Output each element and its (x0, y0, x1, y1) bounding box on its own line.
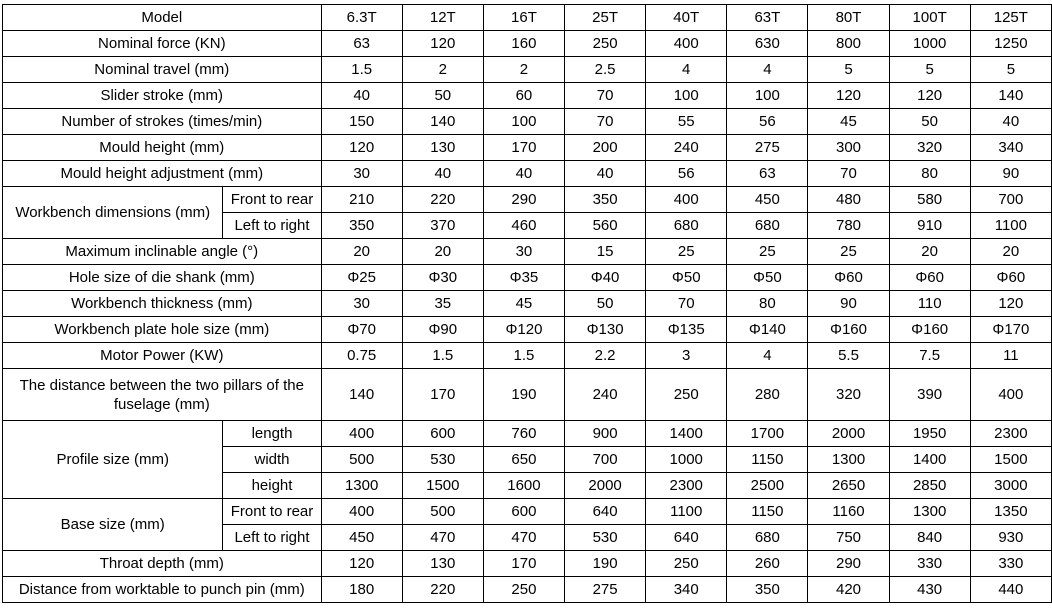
value-cell: Φ40 (565, 265, 646, 291)
row-label: Throat depth (mm) (3, 551, 322, 577)
value-cell: 2300 (970, 421, 1051, 447)
value-cell: 2000 (565, 473, 646, 499)
value-cell: 680 (727, 525, 808, 551)
value-cell: 4 (727, 343, 808, 369)
row-sublabel: height (223, 473, 321, 499)
row-label: Hole size of die shank (mm) (3, 265, 322, 291)
value-cell: Φ60 (808, 265, 889, 291)
value-cell: 5 (808, 57, 889, 83)
header-model-cell: 16T (483, 5, 564, 31)
value-cell: 400 (646, 187, 727, 213)
value-cell: 120 (808, 83, 889, 109)
value-cell: 2 (483, 57, 564, 83)
row-label: Profile size (mm) (3, 421, 223, 499)
value-cell: 1500 (970, 447, 1051, 473)
value-cell: 350 (321, 213, 402, 239)
header-model-cell: 40T (646, 5, 727, 31)
value-cell: 275 (565, 577, 646, 603)
header-model-cell: 125T (970, 5, 1051, 31)
value-cell: Φ50 (646, 265, 727, 291)
value-cell: Φ35 (483, 265, 564, 291)
spec-table (2, 4, 1052, 603)
table-row (3, 109, 1052, 135)
value-cell: 3 (646, 343, 727, 369)
value-cell: 2500 (727, 473, 808, 499)
value-cell: 7.5 (889, 343, 970, 369)
value-cell: 680 (727, 213, 808, 239)
value-cell: 80 (889, 161, 970, 187)
value-cell: 220 (402, 187, 483, 213)
value-cell: 120 (889, 83, 970, 109)
value-cell: 400 (646, 31, 727, 57)
value-cell: 1300 (321, 473, 402, 499)
value-cell: 200 (565, 135, 646, 161)
value-cell: 5.5 (808, 343, 889, 369)
value-cell: 450 (727, 187, 808, 213)
row-sublabel: width (223, 447, 321, 473)
value-cell: Φ50 (727, 265, 808, 291)
value-cell: 45 (808, 109, 889, 135)
value-cell: 40 (402, 161, 483, 187)
value-cell: 15 (565, 239, 646, 265)
table-row (3, 343, 1052, 369)
value-cell: 30 (483, 239, 564, 265)
value-cell: 100 (727, 83, 808, 109)
value-cell: 90 (808, 291, 889, 317)
table-row (3, 135, 1052, 161)
value-cell: Φ120 (483, 317, 564, 343)
row-label: Maximum inclinable angle (°) (3, 239, 322, 265)
value-cell: 350 (727, 577, 808, 603)
value-cell: 20 (970, 239, 1051, 265)
value-cell: 45 (483, 291, 564, 317)
table-row (3, 265, 1052, 291)
value-cell: Φ140 (727, 317, 808, 343)
value-cell: 5 (889, 57, 970, 83)
value-cell: 1950 (889, 421, 970, 447)
value-cell: 63 (727, 161, 808, 187)
row-sublabel: Left to right (223, 525, 321, 551)
value-cell: 130 (402, 135, 483, 161)
value-cell: Φ30 (402, 265, 483, 291)
row-label: Distance from worktable to punch pin (mm) (3, 577, 322, 603)
value-cell: 1150 (727, 499, 808, 525)
value-cell: 650 (483, 447, 564, 473)
table-row (3, 161, 1052, 187)
value-cell: 40 (483, 161, 564, 187)
value-cell: 63 (321, 31, 402, 57)
value-cell: 40 (565, 161, 646, 187)
value-cell: Φ135 (646, 317, 727, 343)
value-cell: 780 (808, 213, 889, 239)
header-model-cell: 100T (889, 5, 970, 31)
row-label: Nominal force (KN) (3, 31, 322, 57)
value-cell: 1.5 (483, 343, 564, 369)
value-cell: 560 (565, 213, 646, 239)
value-cell: 20 (402, 239, 483, 265)
row-label: Mould height (mm) (3, 135, 322, 161)
value-cell: 120 (970, 291, 1051, 317)
row-label: Number of strokes (times/min) (3, 109, 322, 135)
value-cell: 2850 (889, 473, 970, 499)
row-label: Workbench dimensions (mm) (3, 187, 223, 239)
header-model-label: Model (3, 5, 322, 31)
value-cell: 530 (565, 525, 646, 551)
value-cell: 1350 (970, 499, 1051, 525)
value-cell: 2.2 (565, 343, 646, 369)
value-cell: 910 (889, 213, 970, 239)
value-cell: 50 (565, 291, 646, 317)
value-cell: 290 (808, 551, 889, 577)
table-row (3, 187, 1052, 213)
value-cell: 340 (970, 135, 1051, 161)
value-cell: Φ130 (565, 317, 646, 343)
value-cell: Φ90 (402, 317, 483, 343)
value-cell: 180 (321, 577, 402, 603)
value-cell: 190 (565, 551, 646, 577)
table-row (3, 369, 1052, 421)
value-cell: 370 (402, 213, 483, 239)
value-cell: 930 (970, 525, 1051, 551)
value-cell: 480 (808, 187, 889, 213)
value-cell: 2000 (808, 421, 889, 447)
value-cell: 1700 (727, 421, 808, 447)
value-cell: 440 (970, 577, 1051, 603)
value-cell: Φ160 (808, 317, 889, 343)
table-row (3, 57, 1052, 83)
row-label: Motor Power (KW) (3, 343, 322, 369)
value-cell: 160 (483, 31, 564, 57)
value-cell: 120 (321, 551, 402, 577)
value-cell: 330 (970, 551, 1051, 577)
header-model-cell: 80T (808, 5, 889, 31)
value-cell: 50 (889, 109, 970, 135)
value-cell: 2650 (808, 473, 889, 499)
table-row (3, 551, 1052, 577)
value-cell: 4 (646, 57, 727, 83)
value-cell: 240 (646, 135, 727, 161)
value-cell: 640 (565, 499, 646, 525)
header-model-cell: 6.3T (321, 5, 402, 31)
value-cell: 20 (889, 239, 970, 265)
row-sublabel: Left to right (223, 213, 321, 239)
value-cell: 450 (321, 525, 402, 551)
value-cell: 400 (321, 499, 402, 525)
value-cell: Φ70 (321, 317, 402, 343)
value-cell: 1160 (808, 499, 889, 525)
value-cell: 580 (889, 187, 970, 213)
value-cell: 40 (321, 83, 402, 109)
value-cell: 20 (321, 239, 402, 265)
value-cell: Φ160 (889, 317, 970, 343)
value-cell: 700 (565, 447, 646, 473)
value-cell: 260 (727, 551, 808, 577)
value-cell: 120 (321, 135, 402, 161)
value-cell: 70 (565, 109, 646, 135)
value-cell: 530 (402, 447, 483, 473)
value-cell: 2 (402, 57, 483, 83)
value-cell: Φ60 (889, 265, 970, 291)
value-cell: 11 (970, 343, 1051, 369)
value-cell: 680 (646, 213, 727, 239)
value-cell: 250 (646, 551, 727, 577)
row-sublabel: Front to rear (223, 499, 321, 525)
value-cell: 600 (402, 421, 483, 447)
value-cell: 750 (808, 525, 889, 551)
value-cell: 1000 (889, 31, 970, 57)
value-cell: 25 (808, 239, 889, 265)
value-cell: 240 (565, 369, 646, 421)
value-cell: 1300 (889, 499, 970, 525)
row-label: Workbench thickness (mm) (3, 291, 322, 317)
value-cell: 280 (727, 369, 808, 421)
value-cell: 90 (970, 161, 1051, 187)
value-cell: 35 (402, 291, 483, 317)
value-cell: 56 (646, 161, 727, 187)
value-cell: 140 (402, 109, 483, 135)
value-cell: 30 (321, 161, 402, 187)
value-cell: 840 (889, 525, 970, 551)
value-cell: 500 (321, 447, 402, 473)
row-label: The distance between the two pillars of the fuselage (mm) (3, 369, 322, 421)
value-cell: 140 (321, 369, 402, 421)
table-row (3, 421, 1052, 447)
value-cell: 70 (646, 291, 727, 317)
value-cell: 25 (646, 239, 727, 265)
row-label: Mould height adjustment (mm) (3, 161, 322, 187)
value-cell: 70 (808, 161, 889, 187)
value-cell: 110 (889, 291, 970, 317)
value-cell: 70 (565, 83, 646, 109)
value-cell: 170 (483, 551, 564, 577)
value-cell: 500 (402, 499, 483, 525)
value-cell: 3000 (970, 473, 1051, 499)
row-sublabel: Front to rear (223, 187, 321, 213)
value-cell: Φ60 (970, 265, 1051, 291)
spec-table-body (3, 5, 1052, 603)
value-cell: 60 (483, 83, 564, 109)
value-cell: 2.5 (565, 57, 646, 83)
value-cell: 900 (565, 421, 646, 447)
value-cell: 470 (402, 525, 483, 551)
table-row (3, 31, 1052, 57)
value-cell: 100 (646, 83, 727, 109)
value-cell: 56 (727, 109, 808, 135)
value-cell: 4 (727, 57, 808, 83)
value-cell: 350 (565, 187, 646, 213)
row-label: Slider stroke (mm) (3, 83, 322, 109)
row-label: Base size (mm) (3, 499, 223, 551)
value-cell: 700 (970, 187, 1051, 213)
row-sublabel: length (223, 421, 321, 447)
value-cell: 170 (402, 369, 483, 421)
value-cell: 320 (889, 135, 970, 161)
value-cell: 1250 (970, 31, 1051, 57)
value-cell: 55 (646, 109, 727, 135)
value-cell: 390 (889, 369, 970, 421)
value-cell: 40 (970, 109, 1051, 135)
row-label: Workbench plate hole size (mm) (3, 317, 322, 343)
value-cell: 460 (483, 213, 564, 239)
value-cell: 1150 (727, 447, 808, 473)
value-cell: 290 (483, 187, 564, 213)
value-cell: 130 (402, 551, 483, 577)
table-row (3, 239, 1052, 265)
value-cell: 1400 (646, 421, 727, 447)
value-cell: 250 (483, 577, 564, 603)
value-cell: 25 (727, 239, 808, 265)
table-row (3, 577, 1052, 603)
value-cell: Φ170 (970, 317, 1051, 343)
value-cell: 190 (483, 369, 564, 421)
value-cell: 100 (483, 109, 564, 135)
value-cell: 50 (402, 83, 483, 109)
value-cell: 400 (970, 369, 1051, 421)
value-cell: 630 (727, 31, 808, 57)
value-cell: 1600 (483, 473, 564, 499)
value-cell: 210 (321, 187, 402, 213)
value-cell: 5 (970, 57, 1051, 83)
value-cell: 0.75 (321, 343, 402, 369)
value-cell: 1400 (889, 447, 970, 473)
value-cell: 1.5 (402, 343, 483, 369)
value-cell: 1.5 (321, 57, 402, 83)
value-cell: 330 (889, 551, 970, 577)
table-row (3, 291, 1052, 317)
value-cell: 320 (808, 369, 889, 421)
value-cell: 150 (321, 109, 402, 135)
table-row (3, 499, 1052, 525)
value-cell: 340 (646, 577, 727, 603)
value-cell: 140 (970, 83, 1051, 109)
value-cell: 420 (808, 577, 889, 603)
value-cell: 2300 (646, 473, 727, 499)
value-cell: 470 (483, 525, 564, 551)
value-cell: 1100 (970, 213, 1051, 239)
header-model-cell: 12T (402, 5, 483, 31)
value-cell: 250 (646, 369, 727, 421)
value-cell: 1300 (808, 447, 889, 473)
value-cell: 800 (808, 31, 889, 57)
value-cell: 640 (646, 525, 727, 551)
value-cell: 170 (483, 135, 564, 161)
table-row (3, 83, 1052, 109)
value-cell: 275 (727, 135, 808, 161)
value-cell: 220 (402, 577, 483, 603)
header-row (3, 5, 1052, 31)
value-cell: 600 (483, 499, 564, 525)
value-cell: 1500 (402, 473, 483, 499)
value-cell: 400 (321, 421, 402, 447)
value-cell: 1100 (646, 499, 727, 525)
value-cell: 300 (808, 135, 889, 161)
value-cell: 80 (727, 291, 808, 317)
header-model-cell: 25T (565, 5, 646, 31)
value-cell: 430 (889, 577, 970, 603)
value-cell: Φ25 (321, 265, 402, 291)
value-cell: 30 (321, 291, 402, 317)
header-model-cell: 63T (727, 5, 808, 31)
table-row (3, 317, 1052, 343)
value-cell: 760 (483, 421, 564, 447)
value-cell: 120 (402, 31, 483, 57)
value-cell: 250 (565, 31, 646, 57)
row-label: Nominal travel (mm) (3, 57, 322, 83)
value-cell: 1000 (646, 447, 727, 473)
